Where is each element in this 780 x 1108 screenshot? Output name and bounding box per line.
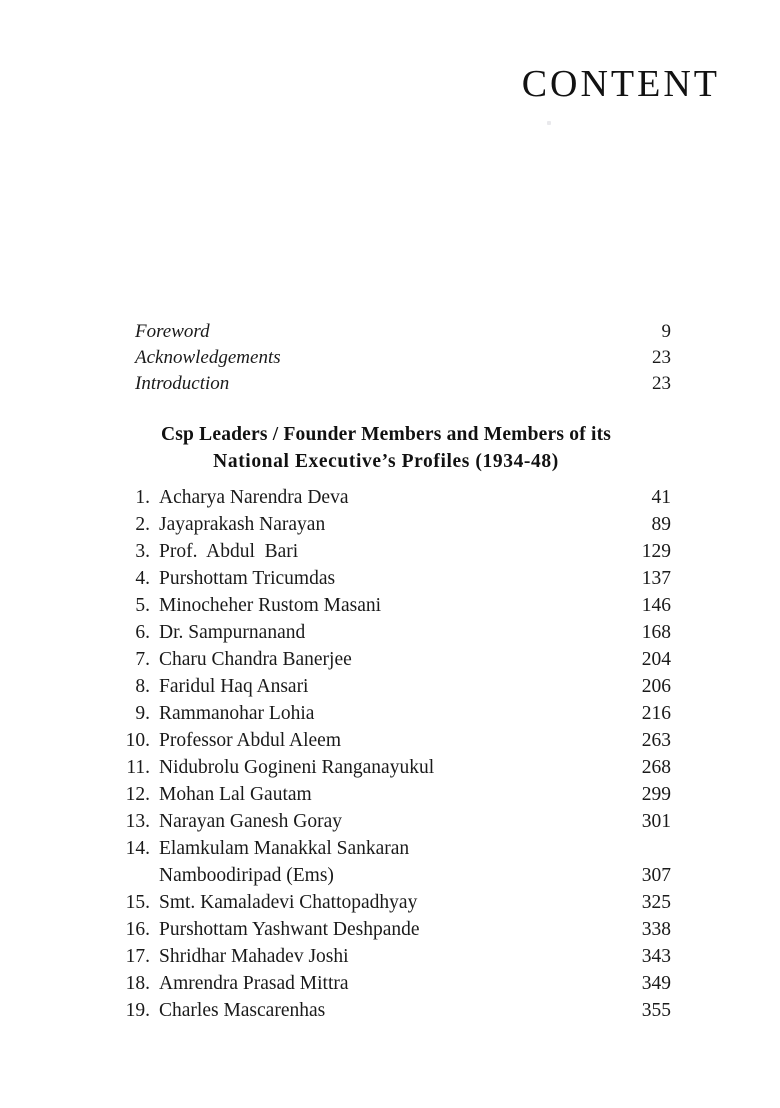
- entry-number: 1.: [135, 487, 150, 508]
- entry-number: 17.: [125, 946, 150, 967]
- table-of-contents-row[interactable]: [110, 811, 671, 838]
- entry-title: Prof. Abdul Bari: [159, 541, 299, 562]
- front-matter-page-number: 9: [661, 321, 671, 342]
- entry-number: 19.: [125, 1000, 150, 1021]
- entry-page-number: 299: [641, 784, 671, 805]
- front-matter-page-number: 23: [652, 347, 671, 368]
- entry-page-number: 349: [641, 973, 671, 994]
- entry-number: 3.: [135, 541, 150, 562]
- entry-number: 15.: [125, 892, 150, 913]
- entry-number: 13.: [125, 811, 150, 832]
- entry-title: Namboodiripad (Ems): [159, 865, 334, 886]
- entry-number: 8.: [135, 676, 150, 697]
- entry-number: 18.: [125, 973, 150, 994]
- section-heading: [96, 421, 676, 475]
- front-matter-label: Acknowledgements: [135, 347, 281, 368]
- table-of-contents-list: [110, 487, 671, 1027]
- table-of-contents-row[interactable]: [110, 973, 671, 1000]
- entry-title: Dr. Sampurnanand: [159, 622, 306, 643]
- entry-page-number: 168: [641, 622, 671, 643]
- scan-artifact-speck: [547, 121, 551, 125]
- table-of-contents-row[interactable]: [110, 784, 671, 811]
- front-matter-label: Introduction: [135, 373, 230, 394]
- front-matter-list: [135, 321, 671, 399]
- page-title: CONTENT: [521, 63, 720, 105]
- front-matter-label: Foreword: [135, 321, 210, 342]
- table-of-contents-row[interactable]: [110, 730, 671, 757]
- entry-page-number: 301: [641, 811, 671, 832]
- entry-title: Smt. Kamaladevi Chattopadhyay: [159, 892, 418, 913]
- table-of-contents-row[interactable]: [110, 703, 671, 730]
- entry-title: Acharya Narendra Deva: [159, 487, 349, 508]
- entry-page-number: 338: [641, 919, 671, 940]
- entry-page-number: 307: [641, 865, 671, 886]
- entry-number: 16.: [125, 919, 150, 940]
- table-of-contents-row[interactable]: [110, 649, 671, 676]
- entry-page-number: 41: [651, 487, 671, 508]
- entry-number: 12.: [125, 784, 150, 805]
- entry-number: 6.: [135, 622, 150, 643]
- entry-page-number: 325: [641, 892, 671, 913]
- front-matter-row[interactable]: [135, 373, 671, 399]
- entry-page-number: 89: [651, 514, 671, 535]
- section-heading-line-1: Csp Leaders / Founder Members and Members of its: [160, 424, 612, 445]
- entry-title: Charles Mascarenhas: [159, 1000, 326, 1021]
- entry-number: 11.: [126, 757, 150, 778]
- table-of-contents-row[interactable]: [110, 892, 671, 919]
- table-of-contents-row[interactable]: [110, 676, 671, 703]
- entry-title: Faridul Haq Ansari: [159, 676, 309, 697]
- entry-page-number: 204: [641, 649, 671, 670]
- table-of-contents-row[interactable]: [110, 622, 671, 649]
- entry-title: Purshottam Yashwant Deshpande: [159, 919, 420, 940]
- entry-page-number: 146: [641, 595, 671, 616]
- entry-page-number: 137: [641, 568, 671, 589]
- section-heading-line-2: National Executive’s Profiles (1934-48): [213, 451, 559, 472]
- entry-page-number: 206: [641, 676, 671, 697]
- entry-title: Nidubrolu Gogineni Ranganayukul: [159, 757, 435, 778]
- entry-page-number: 268: [641, 757, 671, 778]
- entry-title: Shridhar Mahadev Joshi: [159, 946, 349, 967]
- entry-page-number: 343: [641, 946, 671, 967]
- entry-page-number: 129: [641, 541, 671, 562]
- entry-title: Elamkulam Manakkal Sankaran: [159, 838, 410, 859]
- entry-number: 4.: [135, 568, 150, 589]
- table-of-contents-row-continuation[interactable]: [110, 865, 671, 892]
- table-of-contents-row[interactable]: [110, 514, 671, 541]
- table-of-contents-row[interactable]: [110, 838, 671, 865]
- entry-title: Purshottam Tricumdas: [159, 568, 336, 589]
- entry-number: 5.: [135, 595, 150, 616]
- front-matter-row[interactable]: [135, 321, 671, 347]
- entry-title: Jayaprakash Narayan: [159, 514, 326, 535]
- entry-title: Minocheher Rustom Masani: [159, 595, 382, 616]
- entry-title: Mohan Lal Gautam: [159, 784, 312, 805]
- front-matter-row[interactable]: [135, 347, 671, 373]
- entry-page-number: 216: [641, 703, 671, 724]
- table-of-contents-row[interactable]: [110, 487, 671, 514]
- entry-title: Rammanohar Lohia: [159, 703, 315, 724]
- front-matter-page-number: 23: [652, 373, 671, 394]
- entry-number: 7.: [135, 649, 150, 670]
- table-of-contents-row[interactable]: [110, 757, 671, 784]
- entry-title: Professor Abdul Aleem: [159, 730, 341, 751]
- entry-title: Amrendra Prasad Mittra: [159, 973, 349, 994]
- entry-title: Narayan Ganesh Goray: [159, 811, 343, 832]
- entry-page-number: 355: [641, 1000, 671, 1021]
- entry-page-number: 263: [641, 730, 671, 751]
- table-of-contents-row[interactable]: [110, 1000, 671, 1027]
- entry-number: 10.: [125, 730, 150, 751]
- entry-number: 9.: [135, 703, 150, 724]
- entry-number: 14.: [125, 838, 150, 859]
- entry-number: 2.: [135, 514, 150, 535]
- table-of-contents-row[interactable]: [110, 595, 671, 622]
- table-of-contents-row[interactable]: [110, 946, 671, 973]
- table-of-contents-row[interactable]: [110, 919, 671, 946]
- table-of-contents-row[interactable]: [110, 568, 671, 595]
- table-of-contents-row[interactable]: [110, 541, 671, 568]
- entry-title: Charu Chandra Banerjee: [159, 649, 352, 670]
